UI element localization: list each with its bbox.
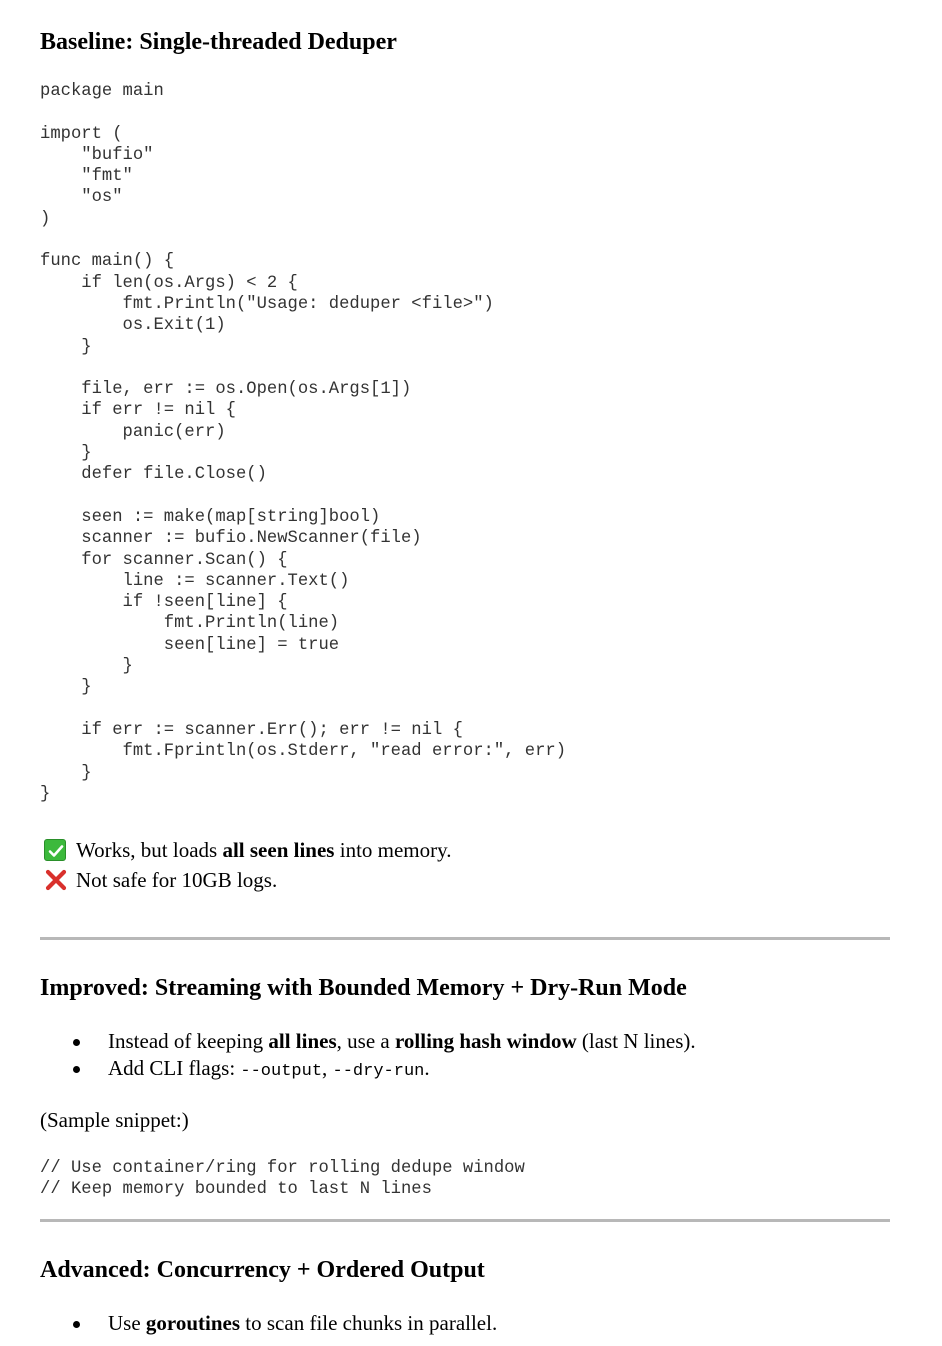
note-works (44, 838, 452, 862)
divider (40, 1219, 890, 1222)
bullet-icon (73, 1039, 80, 1046)
bullet-icon (73, 1066, 80, 1073)
note-not-safe-text: Not safe for 10GB logs. (76, 868, 278, 892)
note-works-bold: all seen lines (222, 838, 335, 862)
check-mark-icon (44, 839, 66, 861)
cross-mark-icon (44, 868, 68, 892)
improved-bullet-list (40, 1028, 696, 1085)
list-item: Use goroutines to scan file chunks in parallel. (40, 1310, 497, 1337)
code-block-improved: // Use container/ring for rolling dedupe window // Keep memory bounded to last N lines (40, 1159, 525, 1200)
note-works-text-before: Works, but loads (76, 838, 223, 862)
advanced-bullet-list (40, 1310, 497, 1337)
note-works-text-after: into memory. (334, 838, 452, 862)
divider (40, 937, 890, 940)
section-title-advanced: Advanced: Concurrency + Ordered Output (40, 1257, 485, 1283)
list-item: Instead of keeping all lines, use a rolling hash window (last N lines). (40, 1028, 696, 1055)
flag-output: --output (240, 1062, 323, 1081)
flag-dry-run: --dry-run (332, 1062, 425, 1081)
bullet-icon (73, 1321, 80, 1328)
sample-snippet-label: (Sample snippet:) (40, 1108, 189, 1132)
section-title-baseline: Baseline: Single-threaded Deduper (40, 29, 397, 55)
code-block-baseline: package main import ( "bufio" "fmt" "os" ) func main() { if len(os.Args) < 2 { fmt.Println("Usage: deduper <file>") os.Exit(1) } file, err := os.Open(os.Args[1]) if err != nil { panic(err) } defer file.Close() seen := make(map[string]bool) scanner := bufio.NewScanner(file) for scanner.Scan() { line := scanner.Text() if !seen[line] { fmt.Println(line) seen[line] = true } } if err := scanner.Err(); err != nil { fmt.Fprintln(os.Stderr, "read error:", err) } } (40, 82, 567, 804)
section-title-improved: Improved: Streaming with Bounded Memory + Dry-Run Mode (40, 975, 687, 1001)
list-item: Add CLI flags: --output, --dry-run. (40, 1055, 696, 1085)
note-not-safe (44, 868, 277, 892)
